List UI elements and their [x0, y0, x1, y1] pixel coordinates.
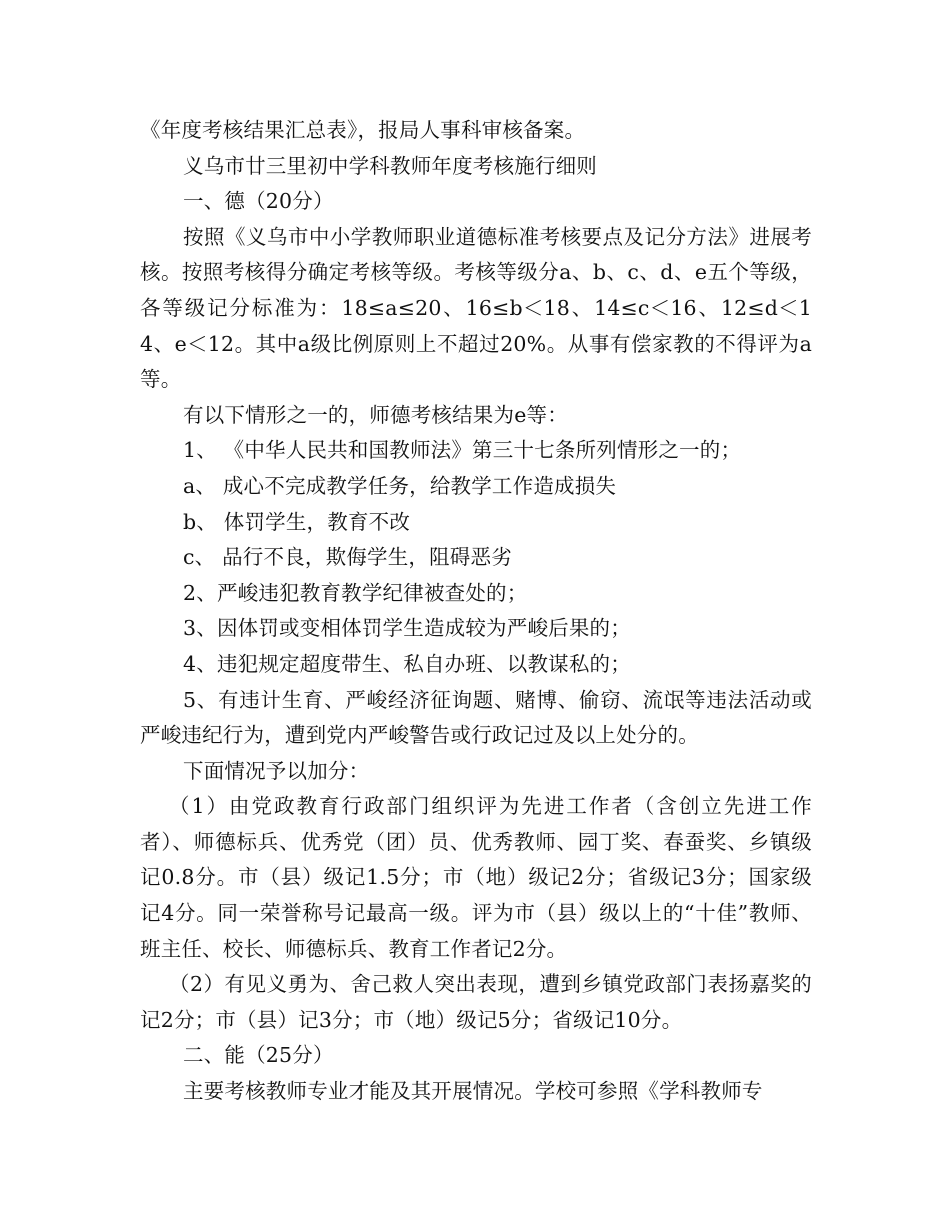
- document-body: [140, 113, 812, 1110]
- section-title: 义乌市廿三里初中学科教师年度考核施行细则: [183, 153, 597, 178]
- list-item-2: 2、严峻违犯教育教学纪律被查处的；: [183, 580, 528, 605]
- list-item-b: b、 体罚学生，教育不改: [183, 509, 411, 534]
- heading-ability: 二、能（25分）: [183, 1043, 334, 1068]
- list-item-4: 4、违犯规定超度带生、私自办班、以教谋私的；: [183, 651, 631, 676]
- paragraph-bonus-intro: 下面情况予以加分：: [183, 758, 370, 783]
- list-item-1: 1、 《中华人民共和国教师法》第三十七条所列情形之一的；: [183, 438, 742, 463]
- list-item-5: 5、有违计生育、严峻经济征询题、赌博、偷窃、流氓等违法活动或严峻违纪行为，遭到党内严峻警告或行政记过及以上处分的。: [140, 687, 812, 748]
- heading-ethics: 一、德（20分）: [183, 189, 334, 214]
- list-item-c: c、 品行不良，欺侮学生，阻碍恶劣: [183, 545, 512, 570]
- list-item-a: a、 成心不完成教学任务，给教学工作造成损失: [183, 473, 617, 498]
- paragraph-ability-intro: 主要考核教师专业才能及其开展情况。学校可参照《学科教师专: [183, 1079, 763, 1104]
- bonus-item-2: （2）有见义勇为、舍己救人突出表现，遭到乡镇党政部门表扬嘉奖的记2分；市（县）记3分；市（地）级记5分；省级记10分。: [140, 972, 812, 1032]
- list-item-3: 3、因体罚或变相体罚学生造成较为严峻后果的；: [183, 616, 631, 641]
- paragraph-ethics-standard: 按照《义乌市中小学教师职业道德标准考核要点及记分方法》进展考核。按照考核得分确定考核等级。考核等级分a、b、c、d、e五个等级，各等级记分标准为：18≤a≤20、16≤b＜18、14≤c＜16、12≤d＜14、e＜12。其中a级比例原则上不超过20%。从事有偿家教的不得评为a等。: [140, 224, 812, 392]
- paragraph-e-grade-conditions: 有以下情形之一的，师德考核结果为e等：: [183, 402, 568, 427]
- bonus-item-1: （1）由党政教育行政部门组织评为先进工作者（含创立先进工作者）、师德标兵、优秀党（团）员、优秀教师、园丁奖、春蚕奖、乡镇级记0.8分。市（县）级记1.5分；市（地）级记2分；省级记3分；国家级记4分。同一荣誉称号记最高一级。评为市（县）级以上的“十佳”教师、班主任、校长、师德标兵、教育工作者记2分。: [140, 794, 812, 961]
- paragraph-summary-table: 《年度考核结果汇总表》，报局人事科审核备案。: [140, 118, 586, 142]
